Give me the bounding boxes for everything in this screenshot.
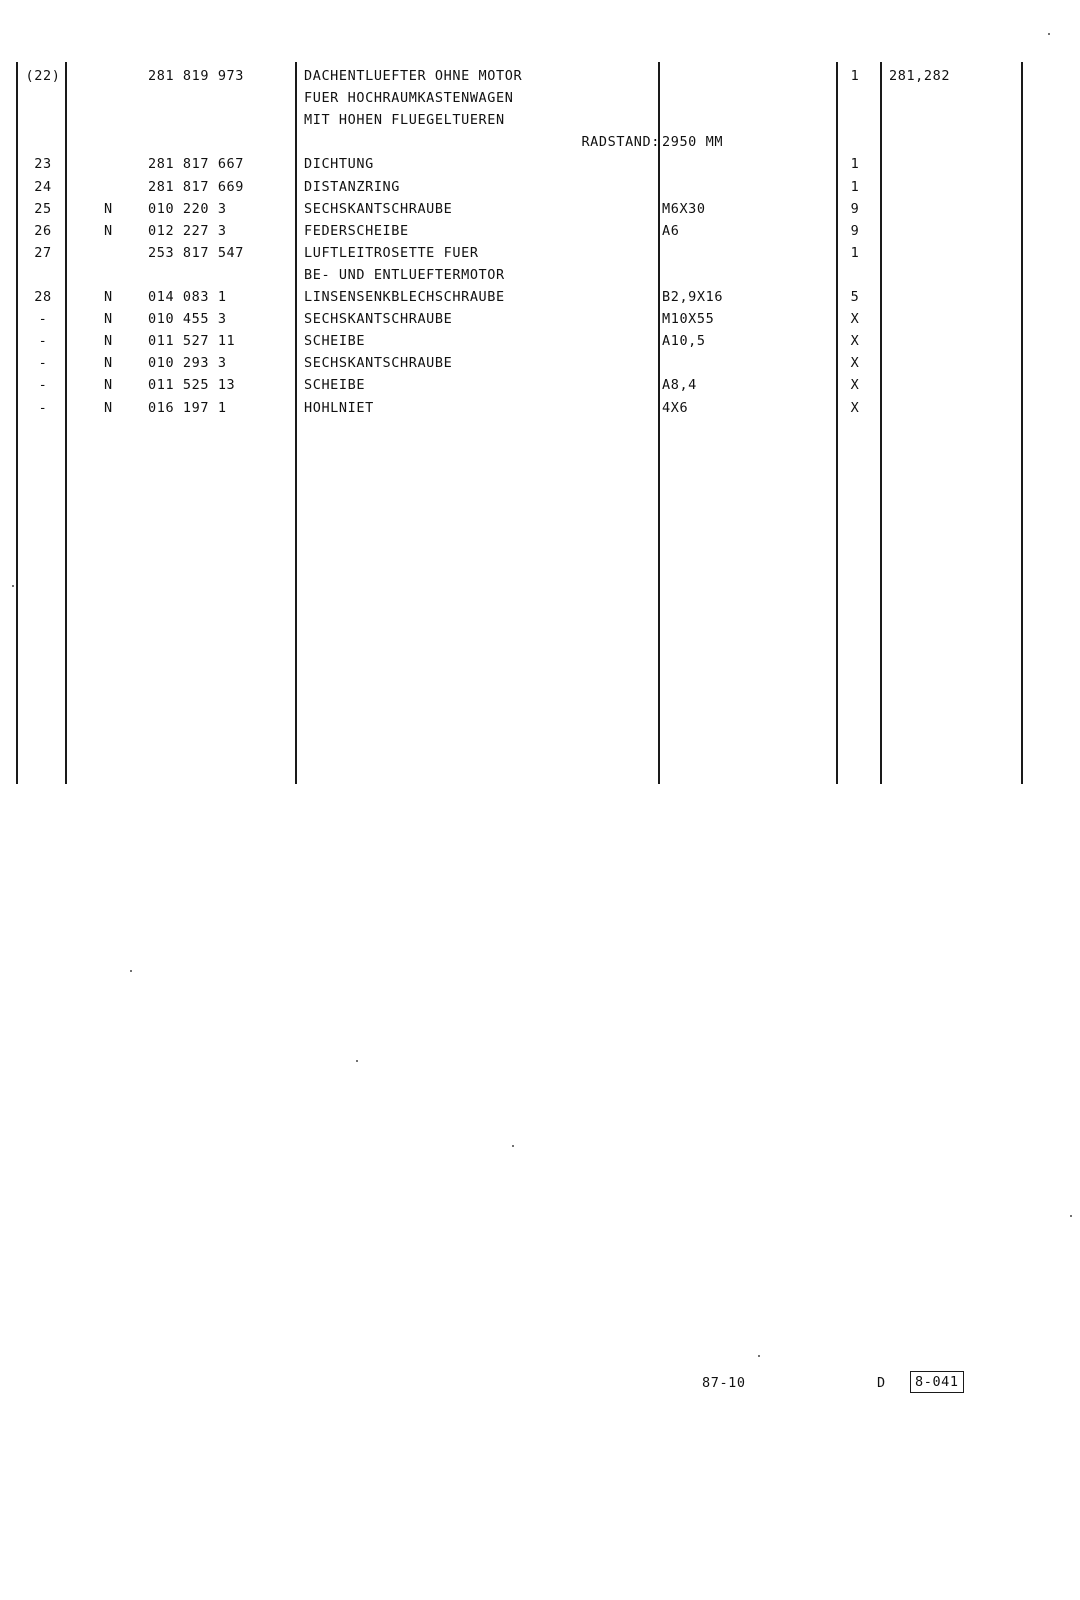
- table-row: [0, 374, 1080, 396]
- table-row: [0, 352, 1080, 374]
- part-number-cell: 010 293 3: [148, 355, 227, 372]
- quantity-cell: 9: [850, 200, 860, 217]
- position-cell: 23: [34, 156, 52, 173]
- part-number-cell: 011 527 11: [148, 333, 236, 350]
- quantity-cell: X: [850, 399, 860, 416]
- position-cell: -: [38, 399, 48, 416]
- part-number-cell: 016 197 1: [148, 399, 227, 416]
- scan-speck: [1048, 33, 1050, 35]
- position-cell: 26: [34, 222, 52, 239]
- prefix-cell: N: [104, 399, 113, 416]
- table-row: [0, 264, 1080, 286]
- table-row: [0, 220, 1080, 242]
- description-label-cell: RADSTAND:: [581, 134, 660, 151]
- page-number-box: 8-041: [910, 1371, 964, 1393]
- footer-code: 87-10: [702, 1375, 746, 1391]
- table-row: [0, 397, 1080, 419]
- prefix-cell: N: [104, 289, 113, 305]
- scan-speck: [130, 970, 132, 972]
- table-row: [0, 87, 1080, 109]
- scan-speck: [1070, 1215, 1072, 1217]
- quantity-cell: 1: [850, 156, 860, 173]
- quantity-cell: 1: [850, 178, 860, 195]
- quantity-cell: X: [850, 333, 860, 350]
- table-row: [0, 109, 1080, 131]
- reference-cell: 281,282: [889, 68, 951, 84]
- quantity-cell: 1: [850, 244, 860, 261]
- description-cell: SECHSKANTSCHRAUBE: [304, 200, 453, 217]
- position-cell: -: [38, 355, 48, 372]
- table-row: [0, 242, 1080, 264]
- part-number-cell: 253 817 547: [148, 244, 245, 261]
- position-cell: -: [38, 311, 48, 328]
- part-number-cell: 281 819 973: [148, 68, 245, 84]
- prefix-cell: N: [104, 200, 113, 217]
- description-cell: SECHSKANTSCHRAUBE: [304, 355, 453, 372]
- quantity-cell: X: [850, 311, 860, 328]
- quantity-cell: X: [850, 377, 860, 394]
- description-cell: FEDERSCHEIBE: [304, 222, 409, 239]
- part-number-cell: 010 220 3: [148, 200, 227, 217]
- footer-letter: D: [877, 1375, 886, 1391]
- size-cell: 4X6: [662, 399, 689, 416]
- position-cell: -: [38, 333, 48, 350]
- description-cell: SCHEIBE: [304, 333, 366, 350]
- table-row: [0, 176, 1080, 198]
- scan-speck: [758, 1355, 760, 1357]
- position-cell: (22): [25, 68, 61, 84]
- description-cell: FUER HOCHRAUMKASTENWAGEN: [304, 90, 514, 107]
- description-cell: LINSENSENKBLECHSCHRAUBE: [304, 289, 505, 305]
- description-cell: BE- UND ENTLUEFTERMOTOR: [304, 266, 505, 283]
- description-cell: DISTANZRING: [304, 178, 401, 195]
- position-cell: 24: [34, 178, 52, 195]
- size-cell: A8,4: [662, 377, 697, 394]
- description-cell: LUFTLEITROSETTE FUER: [304, 244, 479, 261]
- table-row: [0, 153, 1080, 175]
- size-cell: 2950 MM: [662, 134, 724, 151]
- position-cell: 28: [34, 289, 52, 305]
- quantity-cell: 1: [850, 68, 860, 84]
- size-cell: B2,9X16: [662, 289, 724, 305]
- prefix-cell: N: [104, 333, 113, 350]
- description-cell: SCHEIBE: [304, 377, 366, 394]
- table-row: [0, 308, 1080, 330]
- part-number-cell: 012 227 3: [148, 222, 227, 239]
- table-row: [0, 330, 1080, 352]
- prefix-cell: N: [104, 355, 113, 372]
- prefix-cell: N: [104, 377, 113, 394]
- scan-speck: [512, 1145, 514, 1147]
- position-cell: 25: [34, 200, 52, 217]
- quantity-cell: 9: [850, 222, 860, 239]
- quantity-cell: 5: [850, 289, 860, 305]
- prefix-cell: N: [104, 311, 113, 328]
- size-cell: M6X30: [662, 200, 706, 217]
- description-cell: SECHSKANTSCHRAUBE: [304, 311, 453, 328]
- prefix-cell: N: [104, 222, 113, 239]
- description-cell: MIT HOHEN FLUEGELTUEREN: [304, 112, 505, 129]
- description-cell: HOHLNIET: [304, 399, 374, 416]
- part-number-cell: 281 817 669: [148, 178, 245, 195]
- part-number-cell: 014 083 1: [148, 289, 227, 305]
- part-number-cell: 011 525 13: [148, 377, 236, 394]
- scan-speck: [356, 1060, 358, 1062]
- description-cell: DACHENTLUEFTER OHNE MOTOR: [304, 68, 523, 84]
- quantity-cell: X: [850, 355, 860, 372]
- size-cell: A6: [662, 222, 680, 239]
- size-cell: A10,5: [662, 333, 706, 350]
- part-number-cell: 010 455 3: [148, 311, 227, 328]
- table-row: [0, 198, 1080, 220]
- description-cell: DICHTUNG: [304, 156, 374, 173]
- position-cell: -: [38, 377, 48, 394]
- position-cell: 27: [34, 244, 52, 261]
- size-cell: M10X55: [662, 311, 715, 328]
- part-number-cell: 281 817 667: [148, 156, 245, 173]
- scan-speck: [12, 585, 14, 587]
- table-row: [0, 131, 1080, 153]
- table-row: [0, 65, 1080, 87]
- table-row: [0, 286, 1080, 308]
